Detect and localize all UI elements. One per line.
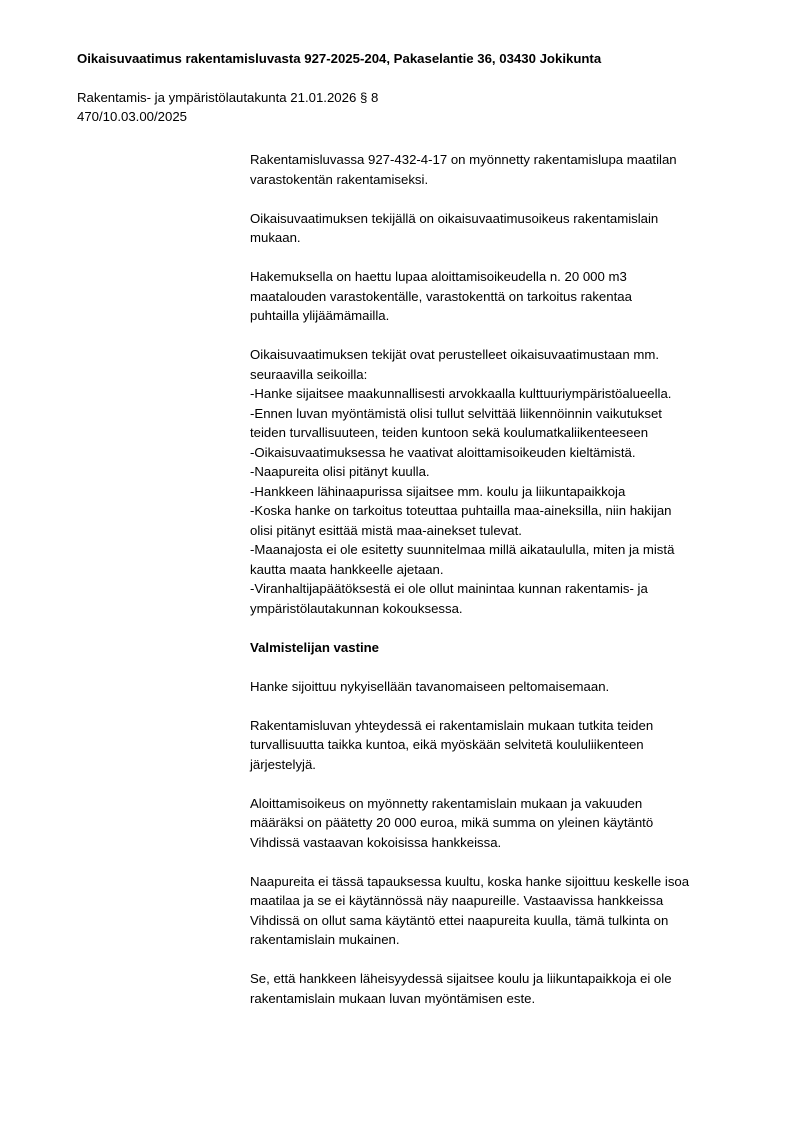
text-line: turvallisuutta taikka kuntoa, eikä myöskään selvitetä koululiikenteen	[250, 737, 644, 752]
text-line: Se, että hankkeen läheisyydessä sijaitsee koulu ja liikuntapaikkoja ei ole	[250, 971, 672, 986]
list-item: -Hankkeen lähinaapurissa sijaitsee mm. koulu ja liikuntapaikkoja	[250, 483, 626, 499]
text-line: Rakentamisluvassa 927-432-4-17 on myönnetty rakentamislupa maatilan	[250, 152, 677, 167]
text-line: Vihdissä vastaavan kokoisissa hankkeissa.	[250, 834, 502, 850]
paragraph-road-safety	[250, 716, 740, 775]
text-line: ympäristölautakunnan kokouksessa.	[250, 600, 463, 616]
text-line: Aloittamisoikeus on myönnetty rakentamislain mukaan ja vakuuden	[250, 795, 643, 811]
text-line: rakentamislain mukaan luvan myöntämisen este.	[250, 990, 536, 1006]
record-number: 470/10.03.00/2025	[77, 109, 188, 124]
text-line: mukaan.	[250, 230, 301, 245]
meeting-reference: Rakentamis- ja ympäristölautakunta 21.01.2026 § 8	[77, 90, 379, 105]
text-line: Vihdissä on ollut sama käytäntö ettei naapureita kuulla, tämä tulkinta on	[250, 912, 669, 928]
paragraph-appeal-grounds	[250, 345, 740, 618]
list-item: -Maanajosta ei ole esitetty suunnitelmaa millä aikataululla, miten ja mistä	[250, 542, 675, 557]
paragraph-permit	[250, 150, 740, 189]
paragraph-application	[250, 267, 740, 326]
list-item: -Viranhaltijapäätöksestä ei ole ollut mainintaa kunnan rakentamis- ja	[250, 581, 648, 596]
list-item: -Hanke sijaitsee maakunnallisesti arvokkaalla kulttuuriympäristöalueella.	[250, 386, 672, 401]
text-line: varastokentän rakentamiseksi.	[250, 171, 429, 187]
text-line: Hanke sijoittuu nykyisellään tavanomaiseen peltomaisemaan.	[250, 678, 610, 694]
text-line: teiden turvallisuuteen, teiden kuntoon sekä koulumatkaliikenteeseen	[250, 425, 649, 440]
text-line: puhtailla ylijäämämailla.	[250, 308, 390, 323]
document-title: Oikaisuvaatimus rakentamisluvasta 927-2025-204, Pakaselantie 36, 03430 Jokikunta	[77, 51, 602, 66]
text-line: maatilaa ja se ei käytännössä näy naapureille. Vastaavissa hankkeissa	[250, 893, 664, 908]
text-line: rakentamislain mukainen.	[250, 932, 400, 947]
text-line: seuraavilla seikoilla:	[250, 366, 368, 382]
text-line: määräksi on päätetty 20 000 euroa, mikä summa on yleinen käytäntö	[250, 815, 654, 830]
text-line: Rakentamisluvan yhteydessä ei rakentamislain mukaan tutkita teiden	[250, 717, 654, 733]
list-item: -Oikaisuvaatimuksessa he vaativat aloittamisoikeuden kieltämistä.	[250, 444, 636, 460]
paragraph-landscape	[250, 677, 740, 697]
text-line: Naapureita ei tässä tapauksessa kuultu, koska hanke sijoittuu keskelle isoa	[250, 873, 690, 889]
list-item: -Ennen luvan myöntämistä olisi tullut selvittää liikennöinnin vaikutukset	[250, 405, 662, 421]
paragraph-right-to-appeal	[250, 209, 740, 248]
text-line: Hakemuksella on haettu lupaa aloittamisoikeudella n. 20 000 m3	[250, 269, 627, 284]
document-body	[250, 150, 740, 1028]
text-line: maatalouden varastokentälle, varastokenttä on tarkoitus rakentaa	[250, 288, 632, 304]
paragraph-neighbours	[250, 872, 740, 950]
section-heading: Valmistelijan vastine	[250, 639, 380, 655]
paragraph-start-right	[250, 794, 740, 853]
text-line: Oikaisuvaatimuksen tekijät ovat perustelleet oikaisuvaatimustaan mm.	[250, 347, 659, 362]
paragraph-school	[250, 969, 740, 1008]
text-line: olisi pitänyt esittää mistä maa-ainekset tulevat.	[250, 522, 522, 538]
list-item: -Naapureita olisi pitänyt kuulla.	[250, 464, 430, 479]
text-line: järjestelyjä.	[250, 756, 316, 772]
list-item: -Koska hanke on tarkoitus toteuttaa puhtailla maa-aineksilla, niin hakijan	[250, 503, 672, 518]
text-line: kautta maata hankkeelle ajetaan.	[250, 561, 444, 577]
text-line: Oikaisuvaatimuksen tekijällä on oikaisuvaatimusoikeus rakentamislain	[250, 210, 659, 226]
